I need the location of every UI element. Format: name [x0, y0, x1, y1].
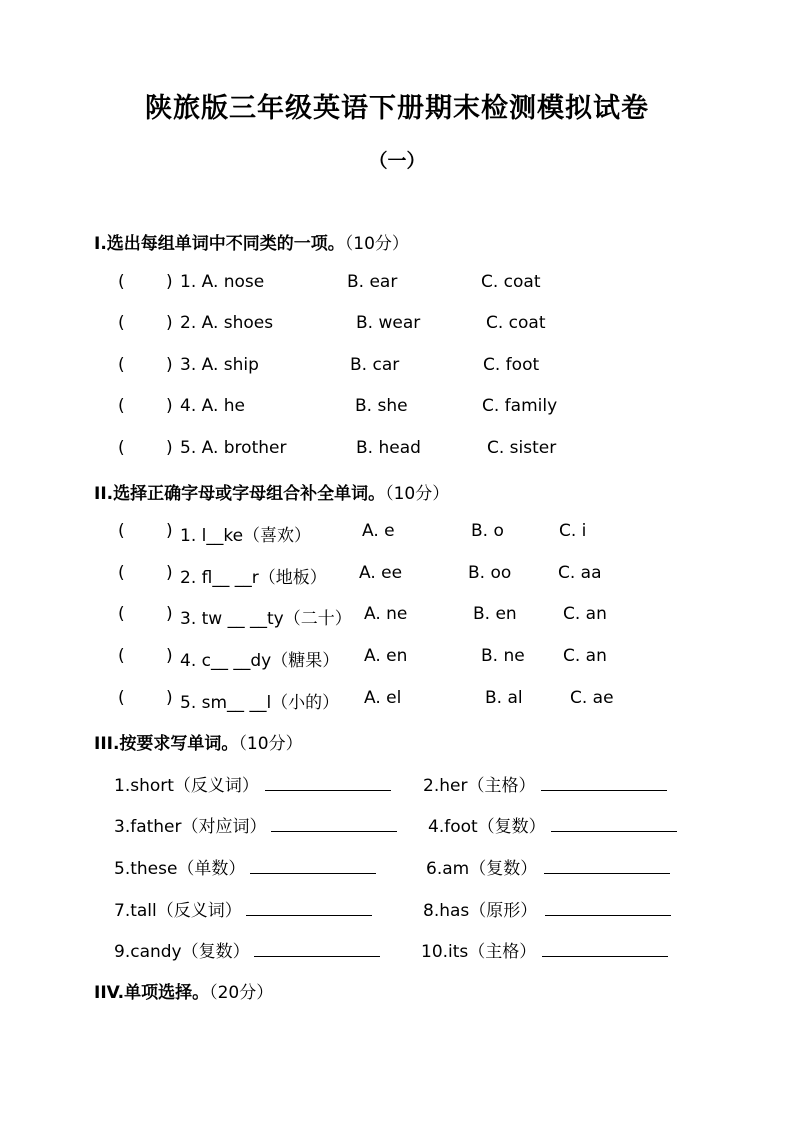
answer-paren-open: ( [118, 355, 125, 375]
question-option-c: C. coat [481, 272, 541, 292]
section-4-title: IIV.单项选择。 [94, 983, 210, 1003]
answer-paren-close: ) [166, 521, 173, 541]
question-option-c: C. ae [570, 688, 614, 708]
answer-blank-right[interactable] [541, 774, 667, 791]
answer-paren-open: ( [118, 604, 125, 624]
question-option-b: B. she [355, 396, 408, 416]
answer-blank-left[interactable] [246, 899, 372, 916]
answer-paren-open: ( [118, 563, 125, 583]
question-option-c: C. an [563, 646, 607, 666]
question-option-a: 5. A. brother [180, 438, 287, 458]
word-prompt-left: 7.tall（反义词） [114, 901, 242, 921]
question-option-a: A. e [362, 521, 395, 541]
answer-paren-close: ) [166, 355, 173, 375]
answer-paren-open: ( [118, 272, 125, 292]
word-prompt-left: 5.these（单数） [114, 859, 246, 879]
section-2-heading [94, 479, 449, 504]
question-stem: 5. sm__ __l（小的） [180, 693, 340, 713]
answer-blank-left[interactable] [265, 774, 391, 791]
page-subtitle: （一） [368, 150, 426, 172]
section-2-title: II.选择正确字母或字母组合补全单词。 [94, 484, 386, 504]
word-prompt-right: 8.has（原形） [423, 901, 538, 921]
answer-paren-close: ) [166, 272, 173, 292]
question-option-c: C. i [559, 521, 587, 541]
answer-paren-close: ) [166, 396, 173, 416]
question-stem: 4. c__ __dy（糖果） [180, 651, 340, 671]
word-prompt-left: 9.candy（复数） [114, 942, 250, 962]
question-option-a: 2. A. shoes [180, 313, 274, 333]
question-option-a: 3. A. ship [180, 355, 259, 375]
section-2-score: （10分） [385, 484, 450, 504]
answer-paren-open: ( [118, 646, 125, 666]
question-stem: 1. l__ke（喜欢） [180, 526, 312, 546]
page-title: 陕旅版三年级英语下册期末检测模拟试卷 [145, 93, 649, 124]
answer-paren-close: ) [166, 563, 173, 583]
answer-paren-close: ) [166, 604, 173, 624]
answer-blank-left[interactable] [250, 857, 376, 874]
answer-paren-open: ( [118, 521, 125, 541]
word-prompt-right: 2.her（主格） [423, 776, 536, 796]
question-option-b: B. head [356, 438, 421, 458]
question-option-c: C. aa [558, 563, 602, 583]
question-option-b: B. ne [481, 646, 525, 666]
question-stem: 2. fl__ __r（地板） [180, 568, 327, 588]
question-option-a: A. el [364, 688, 402, 708]
question-option-b: B. wear [356, 313, 421, 333]
word-prompt-right: 4.foot（复数） [428, 817, 546, 837]
answer-paren-close: ) [166, 313, 173, 333]
answer-paren-close: ) [166, 438, 173, 458]
question-option-a: A. ee [359, 563, 403, 583]
answer-paren-open: ( [118, 688, 125, 708]
question-option-c: C. family [482, 396, 558, 416]
question-option-c: C. an [563, 604, 607, 624]
question-option-a: 1. A. nose [180, 272, 265, 292]
question-option-b: B. o [471, 521, 504, 541]
answer-blank-left[interactable] [254, 940, 380, 957]
answer-paren-close: ) [166, 646, 173, 666]
question-option-c: C. sister [487, 438, 557, 458]
answer-blank-left[interactable] [271, 815, 397, 832]
answer-blank-right[interactable] [544, 857, 670, 874]
answer-paren-open: ( [118, 438, 125, 458]
section-4-heading [94, 978, 273, 1003]
word-prompt-left: 1.short（反义词） [114, 776, 259, 796]
answer-blank-right[interactable] [542, 940, 668, 957]
answer-paren-close: ) [166, 688, 173, 708]
question-option-a: A. en [364, 646, 408, 666]
word-prompt-right: 6.am（复数） [426, 859, 538, 879]
question-option-c: C. coat [486, 313, 546, 333]
question-option-b: B. ear [347, 272, 398, 292]
question-option-b: B. al [485, 688, 523, 708]
section-4-score: （20分） [209, 983, 274, 1003]
answer-paren-open: ( [118, 396, 125, 416]
section-3-heading [94, 729, 303, 754]
question-option-a: A. ne [364, 604, 408, 624]
question-option-c: C. foot [483, 355, 540, 375]
answer-blank-right[interactable] [551, 815, 677, 832]
section-3-title: III.按要求写单词。 [94, 734, 239, 754]
question-option-b: B. oo [468, 563, 512, 583]
word-prompt-left: 3.father（对应词） [114, 817, 267, 837]
question-stem: 3. tw __ __ty（二十） [180, 609, 352, 629]
answer-blank-right[interactable] [545, 899, 671, 916]
section-3-score: （10分） [238, 734, 303, 754]
section-1-heading [94, 229, 409, 254]
answer-paren-open: ( [118, 313, 125, 333]
word-prompt-right: 10.its（主格） [421, 942, 537, 962]
question-option-b: B. car [350, 355, 400, 375]
section-1-score: （10分） [344, 234, 409, 254]
question-option-b: B. en [473, 604, 517, 624]
question-option-a: 4. A. he [180, 396, 245, 416]
section-1-title: I.选出每组单词中不同类的一项。 [94, 234, 345, 254]
